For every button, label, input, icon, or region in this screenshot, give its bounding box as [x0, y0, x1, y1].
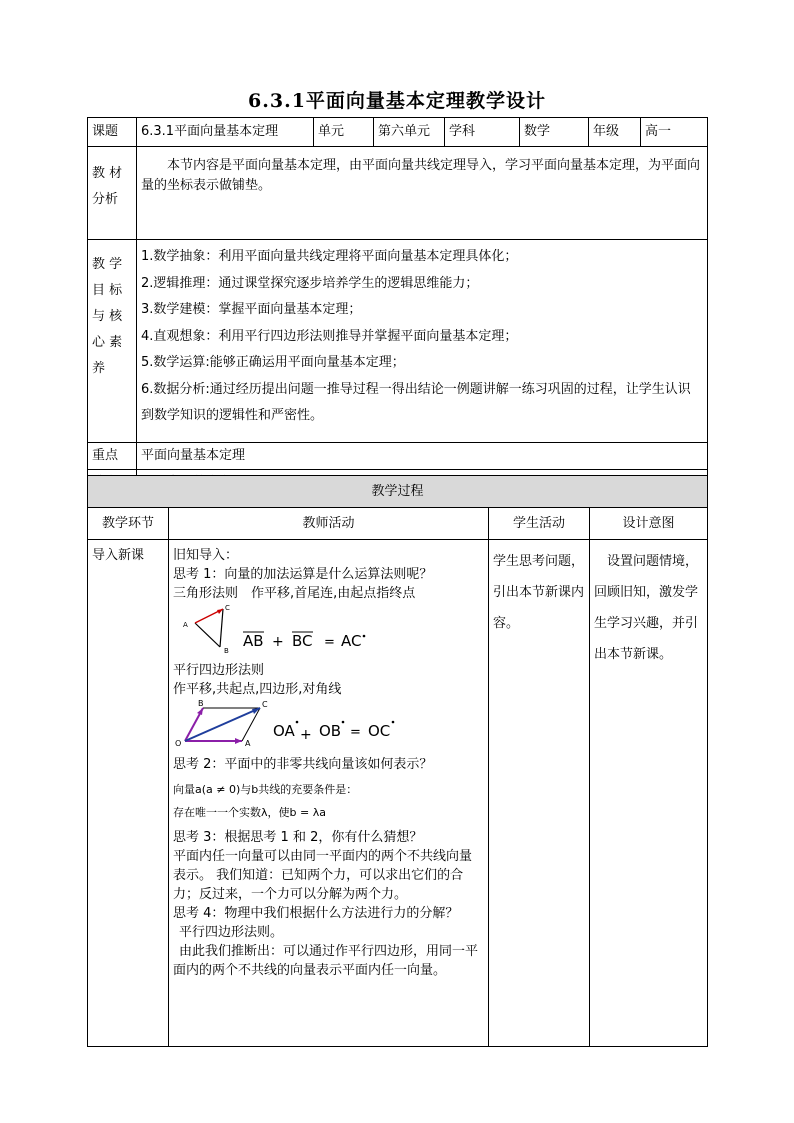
lesson-info-table — [87, 117, 708, 497]
analysis-row — [88, 147, 708, 240]
column-header: 学生活动 — [489, 508, 590, 540]
fig1-term-ac: AC — [341, 632, 362, 650]
goal-item: 5.数学运算:能够正确运用平面向量基本定理； — [141, 355, 405, 370]
question-3: 思考 3：根据思考 1 和 2，你有什么猜想？ — [173, 830, 423, 845]
fig1-eq: = — [324, 635, 335, 650]
goal-item: 2.逻辑推理：通过课堂探究逐步培养学生的逻辑思维能力； — [141, 275, 479, 291]
collinear-condition: 向量a(a ≠ 0)与b共线的充要条件是： — [173, 783, 358, 796]
subject-value: 数学 — [520, 118, 589, 147]
process-row — [88, 540, 708, 1047]
triangle-rule: 三角形法则 作平移,首尾连,由起点指终点 — [173, 586, 416, 601]
stage-cell: 导入新课 — [88, 540, 169, 1047]
key-point-value: 平面向量基本定理 — [137, 443, 708, 470]
goal-item: 6.数据分析:通过经历提出问题一推导过程一得出结论一例题讲解一练习巩固的过程，让学生认识到数学知识的逻辑性和严密性。 — [141, 381, 691, 423]
subject-label: 学科 — [445, 118, 520, 147]
header-row — [88, 118, 708, 147]
column-header: 设计意图 — [590, 508, 708, 540]
process-heading-row — [88, 476, 708, 508]
page-title: 6.3.1平面向量基本定理教学设计 — [248, 90, 546, 112]
parallelogram-rule: 平行四边形法则 — [173, 663, 265, 678]
process-columns-row — [88, 508, 708, 540]
parallelogram-desc: 作平移,共起点,四边形,对角线 — [173, 682, 342, 697]
question-4-answer: 平行四边形法则。 — [179, 925, 284, 940]
unit-value: 第六单元 — [374, 118, 445, 147]
analysis-text: 本节内容是平面向量基本定理，由平面向量共线定理导入，学习平面向量基本定理，为平面向量的坐标表示做铺垫。 — [137, 147, 708, 240]
conclusion-text: 由此我们推断出：可以通过作平行四边形，用同一平面内的两个不共线的向量表示平面内任一向量。 — [173, 944, 479, 978]
goals-list — [137, 240, 708, 443]
goals-row — [88, 240, 708, 443]
unit-label: 单元 — [314, 118, 374, 147]
question-2: 思考 2：平面中的非零共线向量该如何表示？ — [173, 757, 433, 772]
column-header: 教学环节 — [88, 508, 169, 540]
collinear-lambda: 存在唯一一个实数λ，使b = λa — [173, 806, 326, 819]
question-3-answer: 平面内任一向量可以由同一平面内的两个不共线向量表示。 我们知道：已知两个力，可以求出它们的合力；反过来，一个力可以分解为两个力。 — [173, 849, 473, 902]
fig2-label-a: A — [245, 739, 251, 748]
question-4: 思考 4：物理中我们根据什么方法进行力的分解？ — [173, 906, 459, 921]
goal-item: 1.数学抽象：利用平面向量共线定理将平面向量基本定理具体化； — [141, 249, 518, 264]
topic-value: 6.3.1平面向量基本定理 — [137, 118, 314, 147]
fig2-label-o: O — [175, 739, 182, 748]
vector-dot — [363, 635, 366, 638]
analysis-label: 教 材 分析 — [88, 147, 137, 240]
fig1-term-ab: AB — [243, 632, 264, 650]
fig2-label-c: C — [262, 700, 268, 709]
process-table — [87, 475, 708, 1047]
fig1-label-a: A — [183, 621, 188, 629]
vector-dot — [392, 721, 395, 724]
fig1-term-bc: BC — [292, 632, 313, 650]
key-point-label: 重点 — [88, 443, 137, 470]
design-intent-cell: 设置问题情境，回顾旧知，激发学生学习兴趣，并引出本节新课。 — [590, 540, 708, 1047]
topic-label: 课题 — [88, 118, 137, 147]
fig2-label-b: B — [198, 699, 204, 708]
triangle-rule-figure — [173, 603, 473, 661]
vector-dot — [296, 721, 299, 724]
column-header: 教师活动 — [169, 508, 489, 540]
goal-item: 4.直观想象：利用平行四边形法则推导并掌握平面向量基本定理； — [141, 328, 518, 344]
fig2-plus: + — [300, 727, 312, 743]
question-1: 思考 1：向量的加法运算是什么运算法则呢？ — [173, 567, 433, 582]
key-point-row — [88, 443, 708, 470]
intro-text: 旧知导入： — [173, 548, 239, 563]
goal-item: 3.数学建模：掌握平面向量基本定理； — [141, 302, 362, 317]
fig2-eq: = — [350, 725, 361, 740]
fig1-label-c: C — [225, 604, 230, 612]
teacher-activity-cell — [169, 540, 489, 1047]
fig1-label-b: B — [224, 647, 229, 655]
vector-dot — [342, 721, 345, 724]
parallelogram-rule-figure — [173, 699, 473, 755]
fig2-term-oc: OC — [368, 722, 391, 740]
process-heading: 教学过程 — [88, 476, 708, 508]
grade-value: 高一 — [641, 118, 708, 147]
fig1-plus: + — [272, 634, 284, 650]
grade-label: 年级 — [589, 118, 641, 147]
student-activity-cell: 学生思考问题，引出本节新课内容。 — [489, 540, 590, 1047]
goals-label: 教 学 目 标 与 核 心 素 养 — [88, 240, 137, 443]
fig2-term-oa: OA — [273, 722, 295, 740]
fig2-term-ob: OB — [319, 722, 342, 740]
